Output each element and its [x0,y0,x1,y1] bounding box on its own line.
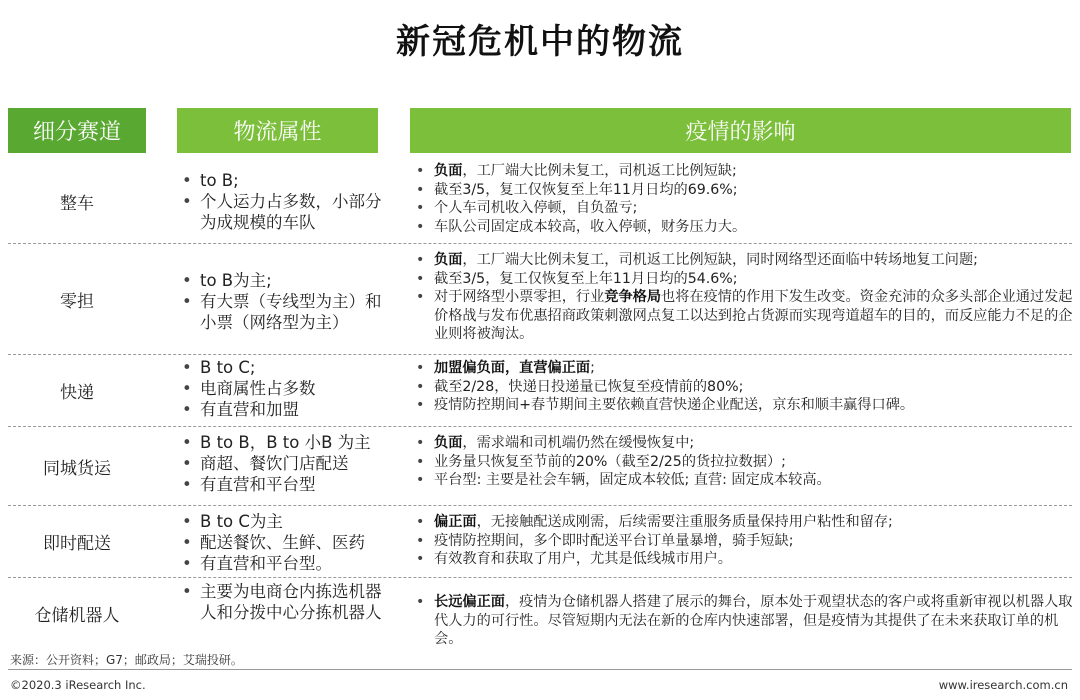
impact-list [410,434,1078,490]
impact-text: ，工厂端大比例未复工，司机返工比例短缺，同时网络型还面临中转场地复工问题; [462,252,978,268]
attribute-item: • B to C为主 [176,511,396,532]
attribute-item: • to B为主; [176,270,396,291]
impact-text: 截至3/5，复工仅恢复至上年11月日均的54.6%; [434,270,738,287]
attribute-list [176,581,396,623]
impact-verdict: 负面 [434,252,463,268]
impact-verdict: 负面 [434,435,463,451]
impact-item [410,218,1078,237]
impact-item [410,434,1078,453]
attribute-item: • to B; [176,170,396,191]
table-row [8,578,1072,648]
impact-item [410,199,1078,218]
segment-name: 即时配送 [43,534,111,554]
attribute-list [176,270,396,333]
impact-verdict: 竞争格局 [604,289,662,305]
page-title: 新冠危机中的物流 [396,22,684,62]
impact-text: 截至3/5，复工仅恢复至上年11月日均的69.6%; [434,181,738,198]
attribute-item: • 有大票（专线型为主）和小票（网络型为主） [176,291,396,333]
impact-list [410,251,1078,344]
attribute-item: • 有直营和平台型。 [176,553,396,574]
footer-copyright: ©2020.3 iResearch Inc. [10,678,146,692]
impact-list [410,513,1078,569]
attribute-item: • 商超、餐饮门店配送 [176,453,396,474]
attribute-list [176,170,396,233]
segment-name: 整车 [60,194,94,214]
impact-item [410,270,1078,289]
attribute-item: • B to C; [176,357,396,378]
impact-list [410,162,1078,236]
impact-item [410,550,1078,569]
source-note: 来源：公开资料；G7；邮政局；艾瑞投研。 [10,653,243,667]
impact-item [410,513,1078,532]
impact-verdict: 负面 [434,163,463,179]
attribute-list [176,432,396,495]
impact-verdict: 偏正面 [434,514,477,530]
attribute-item: • 个人运力占多数，小部分为成规模的车队 [176,191,396,233]
attribute-item: • B to B，B to 小B 为主 [176,432,396,453]
impact-text: 平台型: 主要是社会车辆，固定成本较低; 直营: 固定成本较高。 [434,472,831,488]
impact-text: 疫情防控期间+春节期间主要依赖直营快递企业配送，京东和顺丰赢得口碑。 [434,397,915,413]
impact-item [410,593,1078,649]
footer-website: www.iresearch.com.cn [938,678,1068,692]
impact-verdict: 加盟偏负面，直营偏正面 [434,360,591,376]
impact-list [410,359,1078,415]
impact-item [410,162,1078,181]
table-row [8,160,1072,244]
table-row [8,244,1072,355]
segment-name: 零担 [60,291,94,312]
impact-item [410,181,1078,200]
impact-list [410,593,1078,649]
impact-item [410,378,1078,397]
impact-text: ，无接触配送成刚需，后续需要注重服务质量保持用户粘性和留存; [476,514,893,530]
impact-text: ; [590,360,595,376]
segment-name: 快递 [60,383,94,403]
attribute-item: • 主要为电商仓内拣选机器人和分拨中心分拣机器人 [176,581,396,623]
impact-text: 也将在疫情的作用下发生改变。资金充沛的众多头部企业通过发起价格战与发布优惠招商政策刺激网点复工以达到抢占货源而实现弯道超车的目的，而反应能力不足的企业则将被淘汰。 [434,289,1073,342]
impact-text: 对于网络型小票零担，行业 [434,289,605,305]
table-row [8,427,1072,506]
impact-item [410,251,1078,270]
impact-item [410,359,1078,378]
attribute-item: • 有直营和加盟 [176,399,396,420]
impact-item [410,288,1078,344]
impact-text: 疫情防控期间，多个即时配送平台订单量暴增，骑手短缺; [434,532,794,549]
attribute-item: • 配送餐饮、生鲜、医药 [176,532,396,553]
impact-text: ，需求端和司机端仍然在缓慢恢复中; [462,435,695,451]
attribute-item: • 有直营和平台型 [176,474,396,495]
impact-verdict: 长远偏正面 [434,594,505,610]
attribute-list [176,357,396,420]
table-row [8,506,1072,578]
table-row [8,355,1072,427]
impact-text: 个人车司机收入停顿，自负盈亏; [434,200,638,216]
segment-name: 仓储机器人 [34,605,120,626]
attribute-item: • 电商属性占多数 [176,378,396,399]
impact-item [410,532,1078,551]
footer-divider [8,669,1072,670]
header-impact: 疫情的影响 [410,108,1071,153]
header-segment: 细分赛道 [8,108,146,153]
impact-item [410,396,1078,415]
impact-text: 业务量只恢复至节前的20%（截至2/25的货拉拉数据）; [434,453,786,470]
impact-item [410,453,1078,472]
attribute-list [176,511,396,574]
impact-item [410,471,1078,490]
segment-name: 同城货运 [43,458,111,479]
impact-text: 截至2/28，快递日投递量已恢复至疫情前的80%; [434,378,744,395]
header-attributes: 物流属性 [177,108,378,153]
impact-text: 车队公司固定成本较高，收入停顿，财务压力大。 [434,218,747,235]
impact-text: ，疫情为仓储机器人搭建了展示的舞台，原本处于观望状态的客户或将重新审视以机器人取代人力的可行性。尽管短期内无法在新的仓库内快速部署，但是疫情为其提供了在未来获取订单的机会。 [434,594,1073,647]
impact-text: 有效教育和获取了用户，尤其是低线城市用户。 [434,551,732,567]
impact-text: ，工厂端大比例未复工，司机返工比例短缺; [462,163,737,179]
